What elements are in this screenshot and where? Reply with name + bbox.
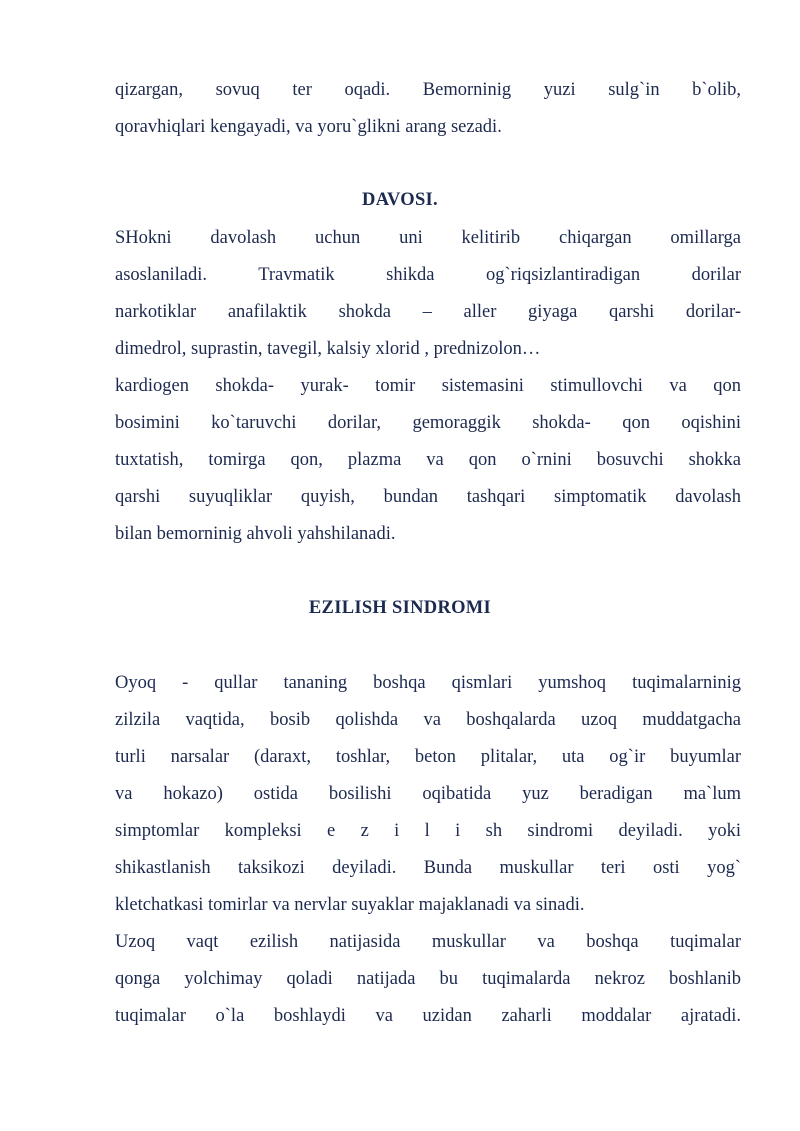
paragraph-line: asoslaniladi. Travmatik shikda og`riqsizlantiradigan dorilar xyxy=(115,265,741,285)
paragraph-line: qoravhiqlari kengayadi, va yoru`glikni arang sezadi. xyxy=(115,117,502,137)
section-heading-ezilish-sindromi: EZILISH SINDROMI xyxy=(308,598,492,618)
paragraph-line: tuqimalar o`la boshlaydi va uzidan zaharli moddalar ajratadi. xyxy=(115,1006,741,1026)
paragraph-line: Uzoq vaqt ezilish natijasida muskullar va boshqa tuqimalar xyxy=(115,932,741,952)
paragraph-line: shikastlanish taksikozi deyiladi. Bunda muskullar teri osti yog` xyxy=(115,858,741,878)
paragraph-line: bosimini ko`taruvchi dorilar, gemoraggik shokda- qon oqishini xyxy=(115,413,741,433)
paragraph-line: dimedrol, suprastin, tavegil, kalsiy xlorid , prednizolon… xyxy=(115,339,541,359)
paragraph-line: SHokni davolash uchun uni kelitirib chiqargan omillarga xyxy=(115,228,741,248)
paragraph-line: kardiogen shokda- yurak- tomir sistemasini stimullovchi va qon xyxy=(115,376,741,396)
paragraph-line: bilan bemorninig ahvoli yahshilanadi. xyxy=(115,524,396,544)
paragraph-line: va hokazo) ostida bosilishi oqibatida yuz beradigan ma`lum xyxy=(115,784,741,804)
paragraph-line: kletchatkasi tomirlar va nervlar suyaklar majaklanadi va sinadi. xyxy=(115,895,585,915)
paragraph-line: zilzila vaqtida, bosib qolishda va boshqalarda uzoq muddatgacha xyxy=(115,710,741,730)
paragraph-line: qonga yolchimay qoladi natijada bu tuqimalarda nekroz boshlanib xyxy=(115,969,741,989)
paragraph-line: qarshi suyuqliklar quyish, bundan tashqari simptomatik davolash xyxy=(115,487,741,507)
paragraph-line: narkotiklar anafilaktik shokda – aller giyaga qarshi dorilar- xyxy=(115,302,741,322)
paragraph-line: simptomlar kompleksi e z i l i sh sindromi deyiladi. yoki xyxy=(115,821,741,841)
paragraph-line: Oyoq - qullar tananing boshqa qismlari yumshoq tuqimalarninig xyxy=(115,673,741,693)
paragraph-line: turli narsalar (daraxt, toshlar, beton plitalar, uta og`ir buyumlar xyxy=(115,747,741,767)
paragraph-line: tuxtatish, tomirga qon, plazma va qon o`rnini bosuvchi shokka xyxy=(115,450,741,470)
section-heading-davosi: DAVOSI. xyxy=(362,190,438,210)
paragraph-line: qizargan, sovuq ter oqadi. Bemorninig yuzi sulg`in b`olib, xyxy=(115,80,741,100)
